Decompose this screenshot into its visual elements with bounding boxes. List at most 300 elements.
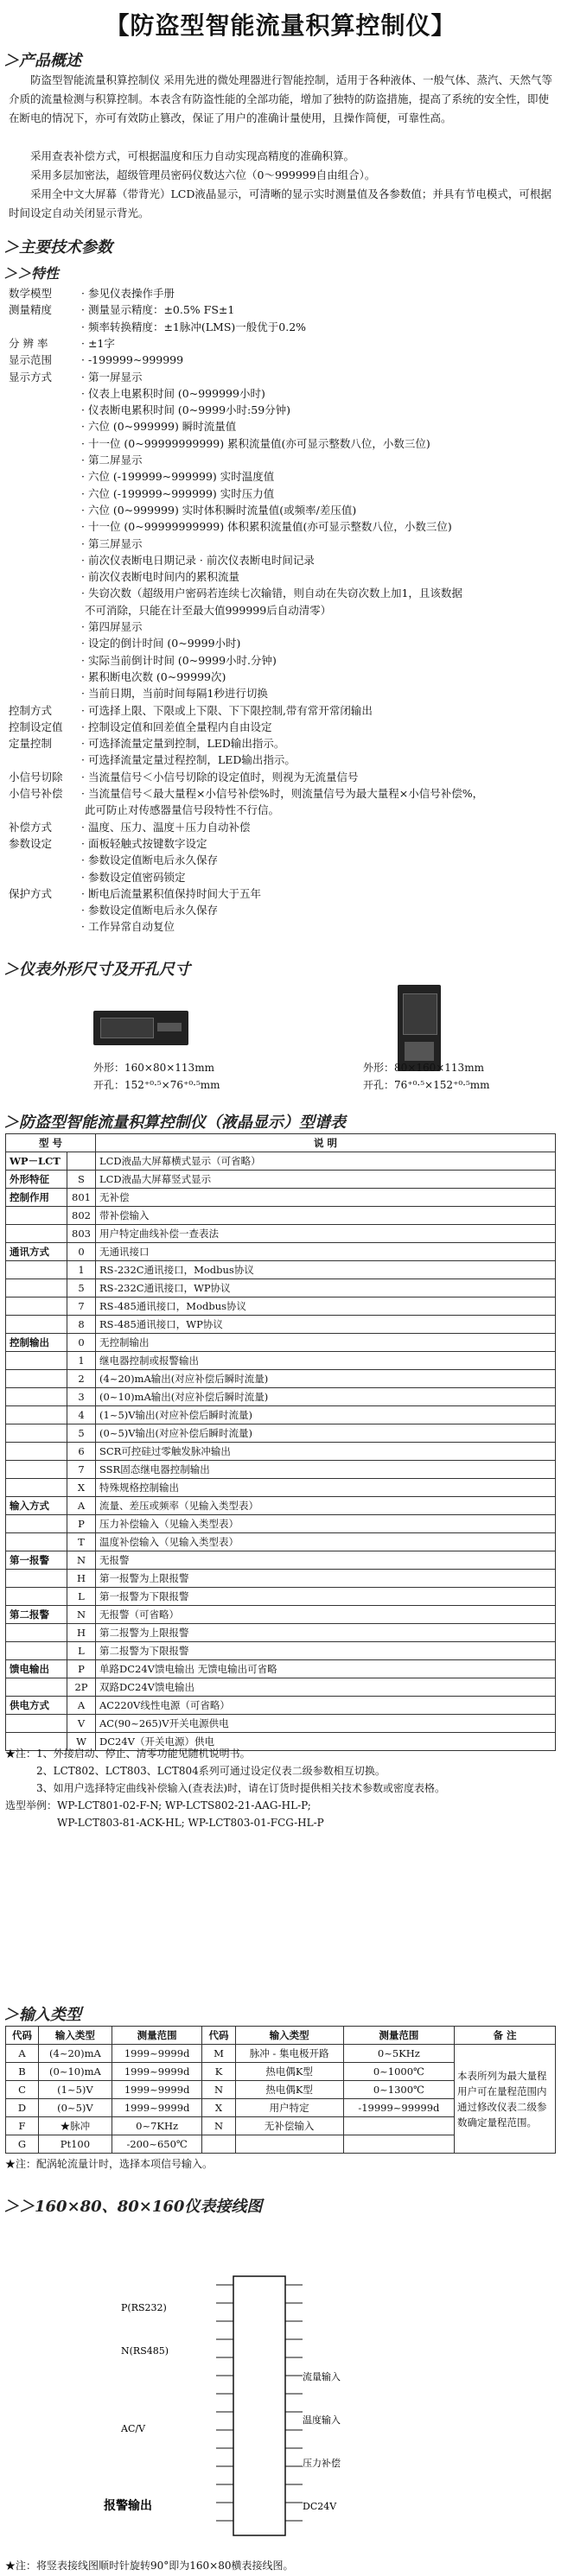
spec-text: · 第三屏显示 (81, 536, 143, 550)
column-header: 输入类型 (39, 2027, 112, 2045)
table-row (6, 1298, 556, 1316)
horizontal-dimension: 外形：160×80×113mm (93, 1062, 214, 1074)
spec-row (9, 301, 234, 319)
wiring-label: AC/V (121, 2423, 146, 2434)
description-cell: LCD液晶大屏幕竖式显示 (96, 1171, 556, 1189)
code-cell: 803 (67, 1225, 96, 1243)
code-cell: A (67, 1497, 96, 1515)
table-row (6, 1352, 556, 1370)
category-cell (6, 1352, 67, 1370)
column-header: 说 明 (96, 1134, 556, 1152)
spec-text: 此可防止对传感器量信号段特性不行信。 (81, 803, 279, 817)
category-cell (6, 1207, 67, 1225)
table-cell: 0~1000℃ (343, 2063, 454, 2081)
selection-table (5, 1133, 556, 1751)
description-cell: 带补偿输入 (96, 1207, 556, 1225)
page-title: 【防盗型智能流量积算控制仪】 (105, 11, 456, 40)
remark-cell: 本表所列为最大量程用户可在量程范围内通过修改仪表二级参数确定量程范围。 (455, 2045, 556, 2154)
table-row (6, 1279, 556, 1298)
spec-row (9, 819, 250, 836)
code-cell: 4 (67, 1406, 96, 1424)
table-row (6, 1642, 556, 1660)
spec-text: · 设定的倒计时间 (0~9999小时) (81, 637, 241, 650)
specs-subheading: ＞＞特性 (3, 265, 60, 282)
code-cell: X (67, 1479, 96, 1497)
spec-row (9, 752, 296, 769)
spec-row (9, 452, 142, 469)
table-row (6, 1533, 556, 1551)
table-cell: (1~5)V (39, 2081, 112, 2099)
spec-row (9, 635, 240, 652)
table-row (6, 1715, 556, 1733)
device-vertical-image (398, 985, 441, 1071)
spec-text: · 六位 (-199999~999999) 实时压力值 (81, 486, 275, 500)
spec-row (9, 735, 284, 752)
table-row (6, 1624, 556, 1642)
spec-label: 补偿方式 (9, 820, 53, 834)
overview-paragraph: 采用全中文大屏幕（带背光）LCD液晶显示，可清晰的显示实时测量值及各参数值；并具有节电模式，可根据时间设定自动关闭显示背光。 (9, 187, 551, 219)
spec-text: · 六位 (-199999~999999) 实时温度值 (81, 470, 275, 484)
table-cell: X (202, 2099, 235, 2117)
spec-text: · 仪表断电累积时间 (0~9999小时:59分钟) (81, 403, 291, 417)
spec-text: · 当前日期，当前时间每隔1秒进行切换 (81, 687, 268, 701)
spec-text: · 工作异常自动复位 (81, 920, 175, 934)
table-cell: F (6, 2117, 39, 2135)
device-horizontal-image (93, 1011, 188, 1045)
code-cell: N (67, 1551, 96, 1570)
description-cell: (1~5)V输出(对应补偿后瞬时流量) (96, 1406, 556, 1424)
category-cell (6, 1388, 67, 1406)
spec-label: 参数设定 (9, 836, 53, 850)
table-cell: (0~5)V (39, 2099, 112, 2117)
category-cell (6, 1461, 67, 1479)
table-row (6, 1207, 556, 1225)
spec-text: · 参见仪表操作手册 (81, 287, 175, 300)
wiring-label: 流量输入 (303, 2371, 341, 2382)
spec-row (9, 285, 175, 302)
spec-row (9, 769, 358, 786)
table-cell: (0~10)mA (39, 2063, 112, 2081)
spec-row (9, 902, 218, 919)
spec-text: · 可选择流量定量过程控制，LED输出指示。 (81, 753, 296, 767)
spec-label: 分 辨 率 (9, 336, 48, 350)
wiring-note: ★注：将竖表接线图顺时针旋转90°即为160×80横表接线图。 (5, 2560, 294, 2572)
table-cell: 脉冲 - 集电极开路 (235, 2045, 343, 2063)
spec-text: · 实际当前倒计时间 (0~9999小时.分钟) (81, 653, 277, 667)
spec-row (9, 518, 452, 536)
table-cell: 热电偶K型 (235, 2081, 343, 2099)
spec-row (9, 802, 279, 819)
description-cell: 温度补偿输入（见输入类型表） (96, 1533, 556, 1551)
description-cell: 第一报警为下限报警 (96, 1588, 556, 1606)
table-row (6, 1570, 556, 1588)
wiring-diagram (86, 2259, 467, 2557)
description-cell: 继电器控制或报警输出 (96, 1352, 556, 1370)
description-cell: RS-232C通讯接口，Modbus协议 (96, 1261, 556, 1279)
spec-text: · ±1字 (81, 336, 115, 350)
spec-row (9, 702, 373, 720)
spec-text: · 频率转换精度：±1脉冲(LMS)一般优于0.2% (81, 320, 307, 333)
table-row (6, 1406, 556, 1424)
description-cell: 无报警（可省略） (96, 1606, 556, 1624)
spec-text: · 十一位 (0~99999999999) 体积累积流量值(亦可显示整数八位，小数三位) (81, 520, 452, 534)
category-cell (6, 1370, 67, 1388)
wiring-label: DC24V (303, 2501, 337, 2512)
code-cell: 801 (67, 1189, 96, 1207)
table-cell: -19999~99999d (343, 2099, 454, 2117)
code-cell: 6 (67, 1443, 96, 1461)
table-cell: M (202, 2045, 235, 2063)
spec-text: · 第四屏显示 (81, 620, 143, 633)
table-row (6, 1678, 556, 1697)
category-cell (6, 1533, 67, 1551)
code-cell: 2P (67, 1678, 96, 1697)
description-cell: AC(90~265)V开关电源供电 (96, 1715, 556, 1733)
table-cell: N (202, 2117, 235, 2135)
note-line: 选型举例：WP-LCT801-02-F-N; WP-LCTS802-21-AAG-HL-P; (5, 1799, 311, 1811)
code-cell: 5 (67, 1424, 96, 1443)
spec-row (9, 835, 207, 853)
description-cell: 用户特定曲线补偿一查表法 (96, 1225, 556, 1243)
spec-row (9, 602, 331, 619)
table-cell: (4~20)mA (39, 2045, 112, 2063)
note-line: ★注：1、外接启动、停止、清零功能见随机说明书。 (5, 1748, 251, 1760)
spec-label: 定量控制 (9, 737, 53, 751)
category-cell (6, 1515, 67, 1533)
category-cell (6, 1316, 67, 1334)
spec-row (9, 685, 268, 702)
table-cell: 1999~9999d (112, 2099, 202, 2117)
category-cell: 控制输出 (6, 1334, 67, 1352)
code-cell: 7 (67, 1298, 96, 1316)
spec-row (9, 552, 315, 569)
category-cell (6, 1642, 67, 1660)
wiring-label: N(RS485) (121, 2345, 169, 2357)
table-row (6, 1424, 556, 1443)
category-cell: 第二报警 (6, 1606, 67, 1624)
note-line: 2、LCT802、LCT803、LCT804系列可通过设定仪表二级参数相互切换。 (5, 1765, 386, 1777)
table-row (6, 1334, 556, 1352)
table-row (6, 1225, 556, 1243)
overview-heading: ＞产品概述 (3, 52, 81, 70)
spec-text: · 温度、压力、温度＋压力自动补偿 (81, 820, 251, 834)
category-cell (6, 1225, 67, 1243)
spec-row (9, 885, 261, 903)
spec-row (9, 385, 265, 403)
spec-row (9, 485, 274, 503)
table-cell: 热电偶K型 (235, 2063, 343, 2081)
spec-text: · -199999~999999 (81, 353, 184, 367)
category-cell (6, 1570, 67, 1588)
table-cell: K (202, 2063, 235, 2081)
table-row (6, 1261, 556, 1279)
code-cell: H (67, 1570, 96, 1588)
category-cell (6, 1624, 67, 1642)
table-cell: ★脉冲 (39, 2117, 112, 2135)
spec-text: · 可选择上限、下限或上下限、下下限控制,带有常开常闭输出 (81, 703, 373, 717)
category-cell (6, 1588, 67, 1606)
table-cell: 1999~9999d (112, 2063, 202, 2081)
note-line: WP-LCT803-81-ACK-HL; WP-LCT803-01-FCG-HL-P (5, 1817, 324, 1829)
spec-text: · 仪表上电累积时间 (0~999999小时) (81, 386, 265, 400)
table-row (6, 1243, 556, 1261)
spec-row (9, 418, 236, 435)
spec-text: · 累积断电次数 (0~99999次) (81, 669, 226, 683)
table-row (6, 1697, 556, 1715)
description-cell: 无通讯接口 (96, 1243, 556, 1261)
code-cell: H (67, 1624, 96, 1642)
code-cell: 1 (67, 1261, 96, 1279)
input-types-note: ★注：配涡轮流量计时，选择本项信号输入。 (5, 2158, 214, 2170)
dimensions-heading: ＞仪表外形尺寸及开孔尺寸 (3, 961, 190, 979)
category-cell (6, 1678, 67, 1697)
table-cell: 0~5KHz (343, 2045, 454, 2063)
table-row (6, 1588, 556, 1606)
category-cell (6, 1424, 67, 1443)
spec-text: · 测量显示精度：±0.5% FS±1 (81, 303, 235, 317)
spec-row (9, 785, 483, 803)
input-types-heading: ＞输入类型 (3, 2006, 81, 2024)
table-row (6, 1443, 556, 1461)
code-cell: P (67, 1660, 96, 1678)
wiring-label: 温度输入 (303, 2414, 341, 2426)
table-row (6, 1479, 556, 1497)
category-cell: 第一报警 (6, 1551, 67, 1570)
spec-label: 小信号切除 (9, 770, 63, 784)
model-code: WP－LCT (6, 1152, 67, 1171)
overview-paragraph: 采用查表补偿方式，可根据温度和压力自动实现高精度的准确积算。 (30, 149, 355, 162)
spec-label: 显示方式 (9, 370, 53, 384)
spec-label: 数学模型 (9, 287, 53, 300)
spec-row (9, 652, 277, 669)
description-cell: (0~5)V输出(对应补偿后瞬时流量) (96, 1424, 556, 1443)
table-row (6, 1388, 556, 1406)
spec-row (9, 319, 306, 336)
table-cell: 1999~9999d (112, 2081, 202, 2099)
spec-row (9, 918, 175, 936)
description-cell: 单路DC24V馈电输出 无馈电输出可省略 (96, 1660, 556, 1678)
wiring-label: 报警输出 (104, 2499, 152, 2513)
code-cell: L (67, 1588, 96, 1606)
table-row (6, 1461, 556, 1479)
table-cell: 0~7KHz (112, 2117, 202, 2135)
description-cell: 双路DC24V馈电输出 (96, 1678, 556, 1697)
table-row (6, 1515, 556, 1533)
column-header: 代码 (6, 2027, 39, 2045)
wiring-label: 压力补偿 (303, 2458, 341, 2469)
spec-text: · 可选择流量定量到控制，LED输出指示。 (81, 737, 285, 751)
table-row (6, 1152, 556, 1171)
table-cell (343, 2135, 454, 2154)
category-cell: 通讯方式 (6, 1243, 67, 1261)
table-cell (202, 2135, 235, 2154)
table-row (6, 1316, 556, 1334)
spec-text: · 第二屏显示 (81, 454, 143, 466)
category-cell (6, 1279, 67, 1298)
description-cell: 第二报警为上限报警 (96, 1624, 556, 1642)
category-cell (6, 1406, 67, 1424)
code-cell: 8 (67, 1316, 96, 1334)
wiring-heading: ＞＞160×80、80×160仪表接线图 (3, 2198, 263, 2216)
spec-text: · 参数设定值密码锁定 (81, 870, 186, 884)
spec-text: · 控制设定值和回差值全量程内自由设定 (81, 720, 272, 733)
description-cell: AC220V线性电源（可省略） (96, 1697, 556, 1715)
spec-text: · 当流量信号＜小信号切除的设定值时，则视为无流量信号 (81, 770, 359, 784)
table-cell (235, 2135, 343, 2154)
category-cell: 供电方式 (6, 1697, 67, 1715)
description-cell: SSR固态继电器控制输出 (96, 1461, 556, 1479)
table-row (6, 2045, 556, 2063)
spec-row (9, 568, 239, 586)
input-types-table (5, 2026, 556, 2154)
code-cell: T (67, 1533, 96, 1551)
code-cell: 1 (67, 1352, 96, 1370)
code-cell: W (67, 1733, 96, 1751)
spec-row (9, 585, 462, 602)
spec-row (9, 352, 183, 369)
spec-row (9, 536, 142, 553)
spec-label: 小信号补偿 (9, 787, 63, 800)
table-cell: -200~650℃ (112, 2135, 202, 2154)
selection-notes (5, 1745, 445, 1831)
spec-row (9, 435, 430, 453)
spec-text: · 前次仪表断电日期记录 · 前次仪表断电时间记录 (81, 553, 315, 567)
spec-label: 显示范围 (9, 353, 53, 367)
category-cell: 输入方式 (6, 1497, 67, 1515)
category-cell: 馈电输出 (6, 1660, 67, 1678)
table-cell: 1999~9999d (112, 2045, 202, 2063)
table-row (6, 1551, 556, 1570)
table-cell: B (6, 2063, 39, 2081)
table-row (6, 1660, 556, 1678)
category-cell (6, 1443, 67, 1461)
description-cell: 特殊规格控制输出 (96, 1479, 556, 1497)
description-cell: RS-485通讯接口，WP协议 (96, 1316, 556, 1334)
table-cell: 无补偿输入 (235, 2117, 343, 2135)
specs-heading: ＞主要技术参数 (3, 238, 112, 257)
spec-text: · 失窃次数（超级用户密码若连续七次输错，则自动在失窃次数上加1，且该数据 (81, 587, 462, 600)
spec-row (9, 669, 226, 686)
spec-text: · 六位 (0~999999) 瞬时流量值 (81, 420, 237, 434)
spec-text: · 十一位 (0~99999999999) 累积流量值(亦可显示整数八位，小数三位) (81, 436, 430, 450)
column-header: 备 注 (455, 2027, 556, 2045)
table-row (6, 1497, 556, 1515)
code-cell: 7 (67, 1461, 96, 1479)
spec-row (9, 852, 218, 869)
table-cell: 用户特定 (235, 2099, 343, 2117)
vertical-cutout: 开孔：76⁺⁰·⁵×152⁺⁰·⁵mm (363, 1079, 490, 1091)
category-cell (6, 1261, 67, 1279)
spec-label: 保护方式 (9, 886, 53, 900)
description-cell: 第一报警为上限报警 (96, 1570, 556, 1588)
table-cell: Pt100 (39, 2135, 112, 2154)
spec-row (9, 335, 115, 352)
column-header: 测量范围 (112, 2027, 202, 2045)
spec-row (9, 869, 185, 886)
spec-text: · 前次仪表断电时间内的累积流量 (81, 570, 239, 584)
table-row (6, 1606, 556, 1624)
spec-label: 控制设定值 (9, 720, 63, 733)
spec-row (9, 619, 142, 636)
code-cell: P (67, 1515, 96, 1533)
table-cell: C (6, 2081, 39, 2099)
description-cell: 无控制输出 (96, 1334, 556, 1352)
wiring-label: P(RS232) (121, 2302, 167, 2313)
description-cell: RS-485通讯接口，Modbus协议 (96, 1298, 556, 1316)
spec-text: · 当流量信号＜最大量程×小信号补偿%时，则流量信号为最大量程×小信号补偿%， (81, 787, 484, 800)
selection-heading: ＞防盗型智能流量积算控制仪（液晶显示）型谱表 (3, 1114, 346, 1132)
table-cell: G (6, 2135, 39, 2154)
table-cell: D (6, 2099, 39, 2117)
description-cell: DC24V（开关电源）供电 (96, 1733, 556, 1751)
description-cell: RS-232C通讯接口，WP协议 (96, 1279, 556, 1298)
spec-text: · 参数设定值断电后永久保存 (81, 904, 218, 917)
column-header: 型 号 (6, 1134, 96, 1152)
spec-row (9, 468, 274, 485)
spec-label: 测量精度 (9, 303, 53, 317)
code-cell: A (67, 1697, 96, 1715)
column-header: 输入类型 (235, 2027, 343, 2045)
code-cell: 3 (67, 1388, 96, 1406)
column-header: 测量范围 (343, 2027, 454, 2045)
table-header-row (6, 1134, 556, 1152)
category-cell (6, 1298, 67, 1316)
table-row (6, 1370, 556, 1388)
spec-row (9, 402, 290, 419)
horizontal-cutout: 开孔：152⁺⁰·⁵×76⁺⁰·⁵mm (93, 1079, 220, 1091)
table-row (6, 1171, 556, 1189)
vertical-dimension: 外形：80×160×113mm (363, 1062, 484, 1074)
code-cell: 5 (67, 1279, 96, 1298)
category-cell (6, 1715, 67, 1733)
description-cell: (4~20)mA输出(对应补偿后瞬时流量) (96, 1370, 556, 1388)
description-cell: (0~10)mA输出(对应补偿后瞬时流量) (96, 1388, 556, 1406)
spec-row (9, 719, 271, 736)
code-cell: 0 (67, 1334, 96, 1352)
table-row (6, 1189, 556, 1207)
table-cell (343, 2117, 454, 2135)
code-cell: 0 (67, 1243, 96, 1261)
description-cell: 无补偿 (96, 1189, 556, 1207)
spec-text: · 参数设定值断电后永久保存 (81, 853, 218, 867)
code-cell: 802 (67, 1207, 96, 1225)
category-cell (6, 1479, 67, 1497)
spec-text: 不可消除，只能在计至最大值999999后自动清零） (81, 603, 332, 617)
column-header: 代码 (202, 2027, 235, 2045)
code-cell: L (67, 1642, 96, 1660)
description-cell: 流量、差压或频率（见输入类型表） (96, 1497, 556, 1515)
spec-label: 控制方式 (9, 703, 53, 717)
overview-paragraph: 采用多层加密法，超级管理员密码仪数达六位（0～999999自由组合）。 (30, 168, 376, 181)
spec-text: · 断电后流量累积值保持时间大于五年 (81, 886, 261, 900)
table-cell: 0~1300℃ (343, 2081, 454, 2099)
category-cell: 外形特征 (6, 1171, 67, 1189)
code-cell: V (67, 1715, 96, 1733)
table-cell: A (6, 2045, 39, 2063)
code-cell: 2 (67, 1370, 96, 1388)
terminal-block (233, 2276, 285, 2535)
category-cell: 控制作用 (6, 1189, 67, 1207)
note-line: 3、如用户选择特定曲线补偿输入(查表法)时，请在订货时提供相关技术参数或密度表格。 (5, 1782, 446, 1794)
spec-text: · 面板轻触式按键数字设定 (81, 836, 207, 850)
spec-row (9, 369, 142, 386)
description-cell: 无报警 (96, 1551, 556, 1570)
code-cell: S (67, 1171, 96, 1189)
code-cell: N (67, 1606, 96, 1624)
spec-text: · 第一屏显示 (81, 370, 143, 384)
description-cell: SCR可控硅过零触发脉冲输出 (96, 1443, 556, 1461)
model-note: LCD液晶大屏幕横式显示（可省略） (96, 1152, 556, 1171)
